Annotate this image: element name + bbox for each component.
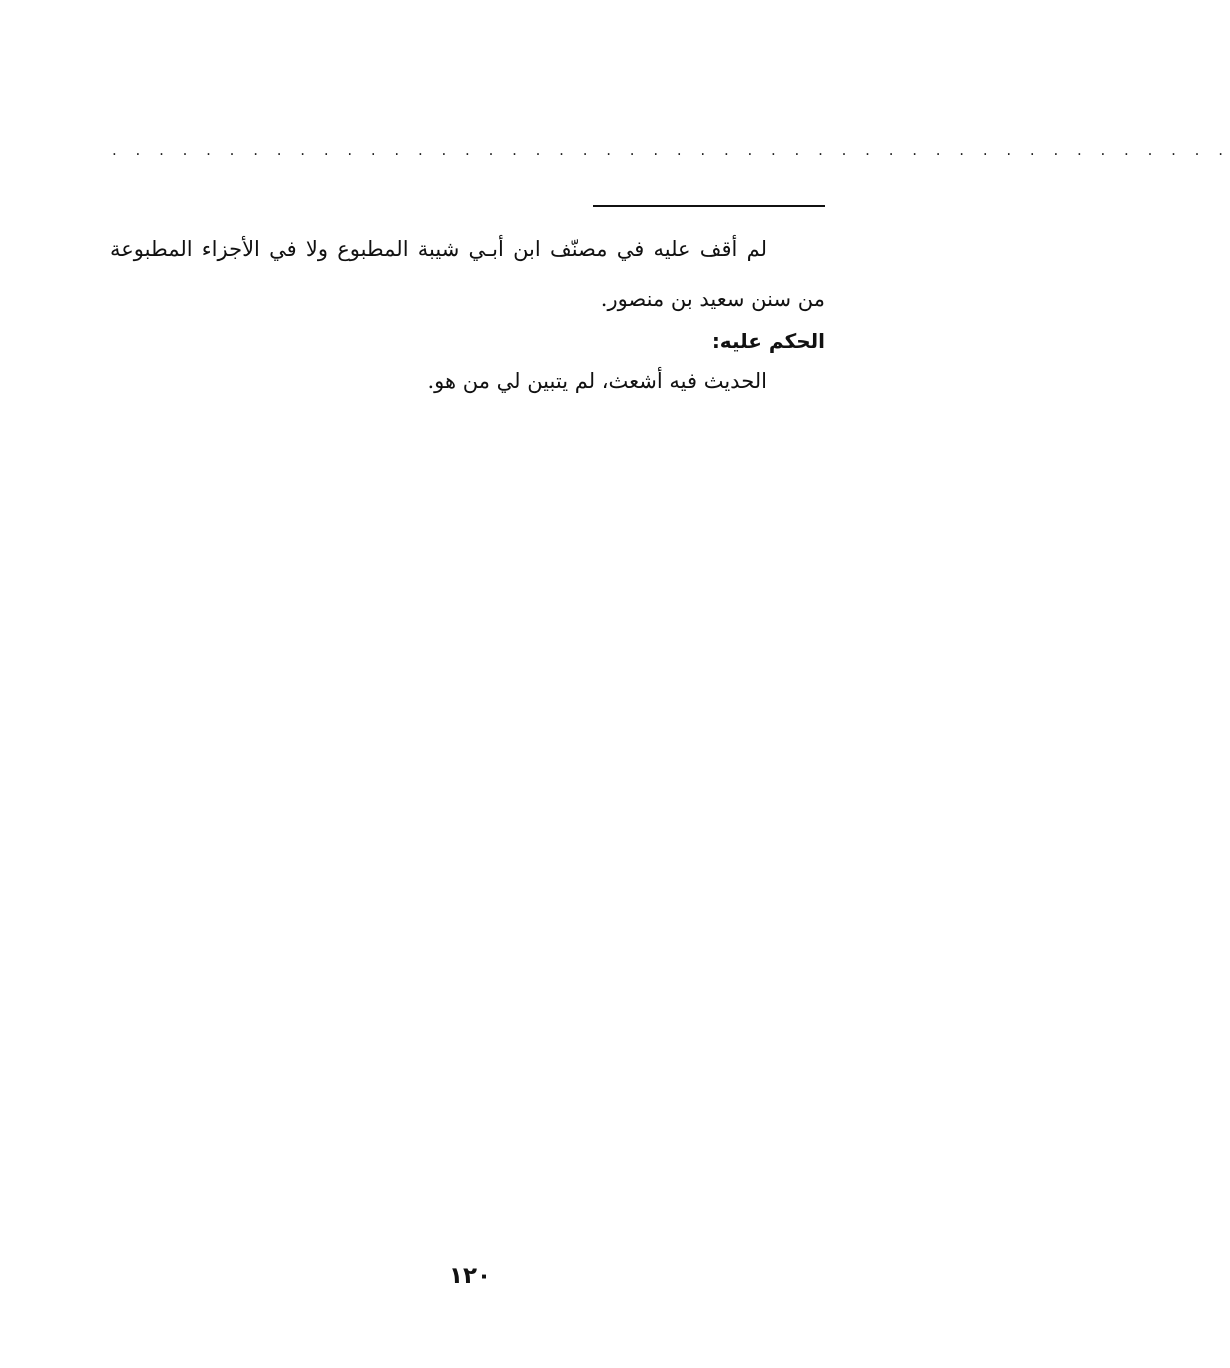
page-number: ١٢٠ (448, 1263, 492, 1289)
footnote-divider-line (593, 205, 825, 207)
ruling-paragraph: الحديث فيه أشعث، لم يتبين لي من هو. (427, 369, 767, 393)
footnote-paragraph: لم أقف عليه في مصنّف ابن أبـي شيبة المطبوع ولا في الأجزاء المطبوعة من سنن سعيد بن منصور. (110, 237, 825, 311)
ruling-heading: الحكم عليه: (711, 329, 825, 353)
dotted-separator: . . . . . . . . . . . . . . . . . . . . . . . . . . . . . . . . . . . . . . . . . . . . . . . . (112, 141, 1230, 159)
footnote-section (110, 224, 825, 404)
